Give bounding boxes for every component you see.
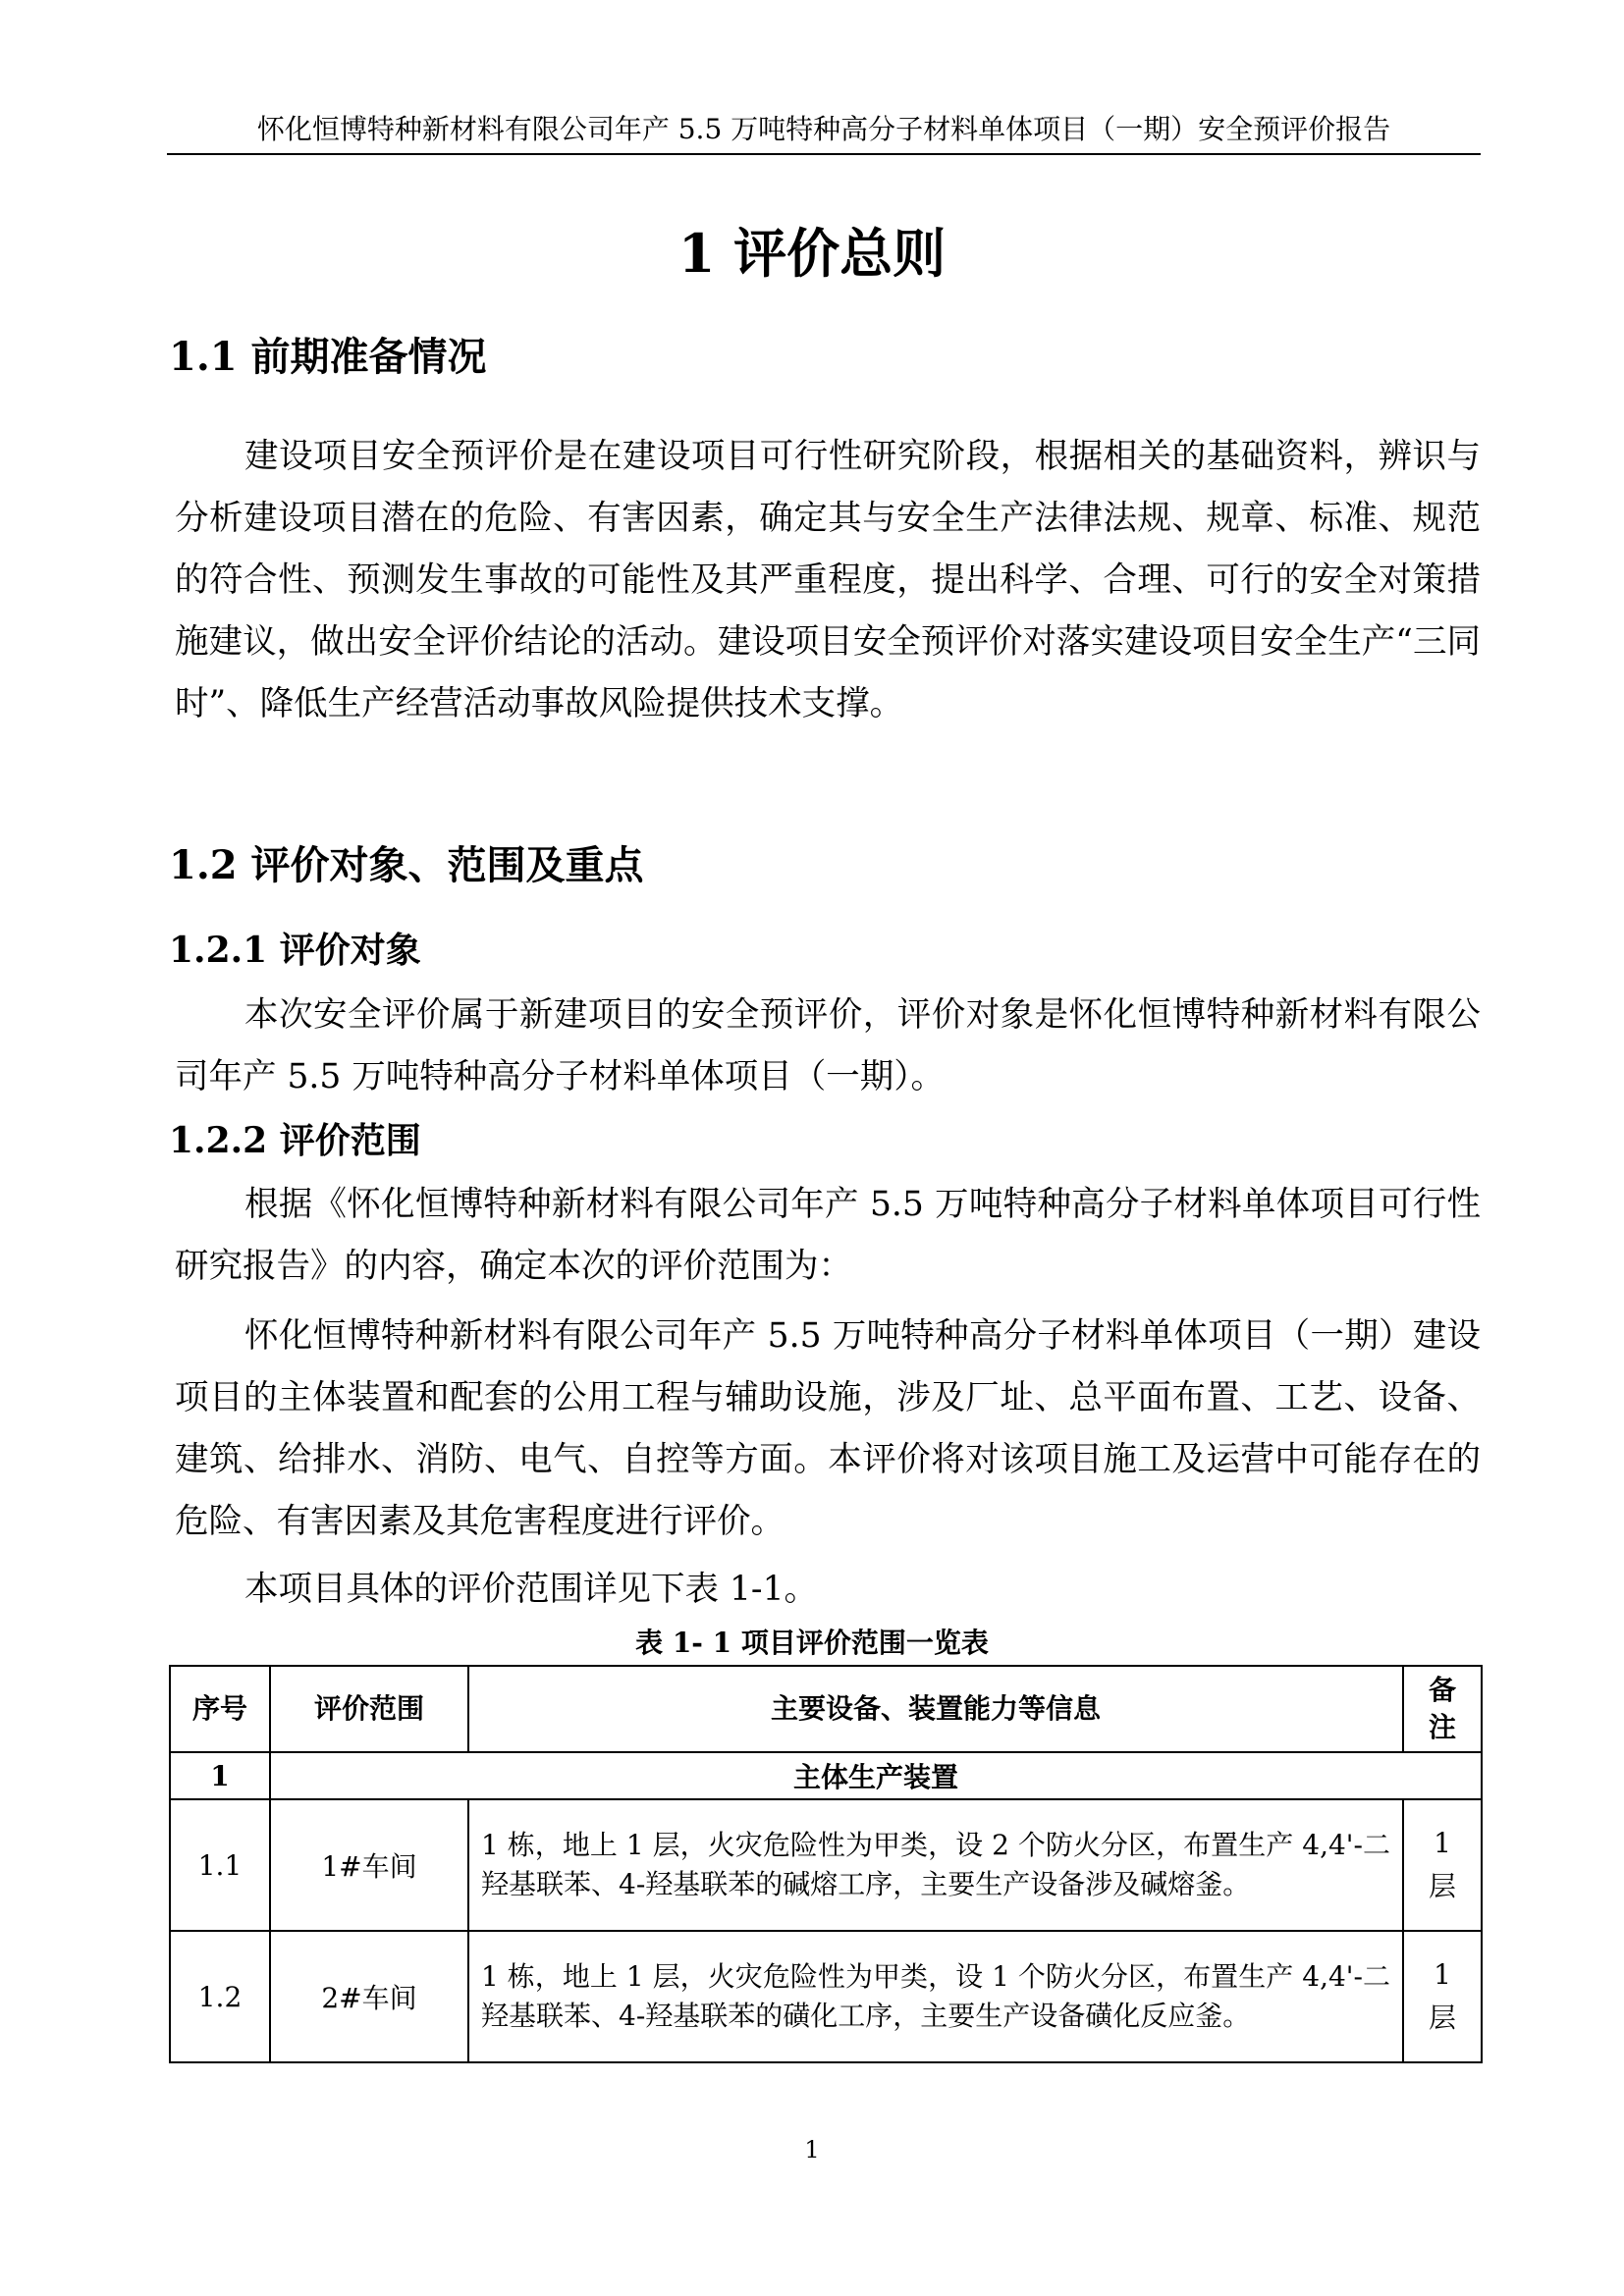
section-heading-1-1: 1.1 前期准备情况 [169,334,487,380]
running-header: 怀化恒博特种新材料有限公司年产 5.5 万吨特种高分子材料单体项目（一期）安全预评价报告 [167,110,1481,155]
page-number: 1 [804,2136,820,2163]
row-scope: 1#车间 [270,1799,468,1931]
group-title: 主体生产装置 [270,1752,1482,1799]
table-row [170,1799,1482,1931]
header-info: 主要设备、装置能力等信息 [468,1666,1403,1752]
section-heading-1-2-2: 1.2.2 评价范围 [169,1120,421,1161]
table-row [170,1931,1482,2062]
section-heading-1-2-1: 1.2.1 评价对象 [169,930,421,971]
row-info: 1 栋，地上 1 层，火灾危险性为甲类，设 2 个防火分区，布置生产 4,4'-二羟基联苯、4-羟基联苯的碱熔工序，主要生产设备涉及碱熔釜。 [468,1799,1403,1931]
row-scope: 2#车间 [270,1931,468,2062]
row-note-text: 1 层 [1428,1827,1456,1902]
chapter-title: 1 评价总则 [677,222,947,285]
row-note-text: 1 层 [1428,1958,1456,2034]
section-1-2-1-paragraph: 本次安全评价属于新建项目的安全预评价，评价对象是怀化恒博特种新材料有限公司年产 5.5 万吨特种高分子材料单体项目（一期）。 [175,995,1481,1096]
header-scope: 评价范围 [270,1666,468,1752]
section-1-2-2-paragraph-2: 怀化恒博特种新材料有限公司年产 5.5 万吨特种高分子材料单体项目（一期）建设项目的主体装置和配套的公用工程与辅助设施，涉及厂址、总平面布置、工艺、设备、建筑、给排水、消防、电气、自控等方面。本评价将对该项目施工及运营中可能存在的危险、有害因素及其危害程度进行评价。 [175,1316,1481,1541]
table-caption: 表 1- 1 项目评价范围一览表 [635,1627,989,1659]
evaluation-scope-table [169,1665,1483,2063]
table-header-row [170,1666,1482,1752]
table-group-row [170,1752,1482,1799]
row-no: 1.1 [170,1799,270,1931]
section-1-1-paragraph: 建设项目安全预评价是在建设项目可行性研究阶段，根据相关的基础资料，辨识与分析建设项目潜在的危险、有害因素，确定其与安全生产法律法规、规章、标准、规范的符合性、预测发生事故的可能性及其严重程度，提出科学、合理、可行的安全对策措施建议，做出安全评价结论的活动。建设项目安全预评价对落实建设项目安全生产“三同时”、降低生产经营活动事故风险提供技术支撑。 [175,437,1481,723]
header-note [1403,1666,1482,1752]
row-note [1403,1931,1482,2062]
section-1-2-2-paragraph-1: 根据《怀化恒博特种新材料有限公司年产 5.5 万吨特种高分子材料单体项目可行性研究报告》的内容，确定本次的评价范围为： [175,1185,1481,1286]
section-1-2-2-paragraph-3: 本项目具体的评价范围详见下表 1-1。 [244,1570,819,1609]
group-no: 1 [170,1752,270,1799]
row-no: 1.2 [170,1931,270,2062]
header-note-text: 备注 [1428,1674,1456,1743]
row-info: 1 栋，地上 1 层，火灾危险性为甲类，设 1 个防火分区，布置生产 4,4'-二羟基联苯、4-羟基联苯的磺化工序，主要生产设备磺化反应釜。 [468,1931,1403,2062]
row-note [1403,1799,1482,1931]
header-no: 序号 [170,1666,270,1752]
section-heading-1-2: 1.2 评价对象、范围及重点 [169,842,644,888]
